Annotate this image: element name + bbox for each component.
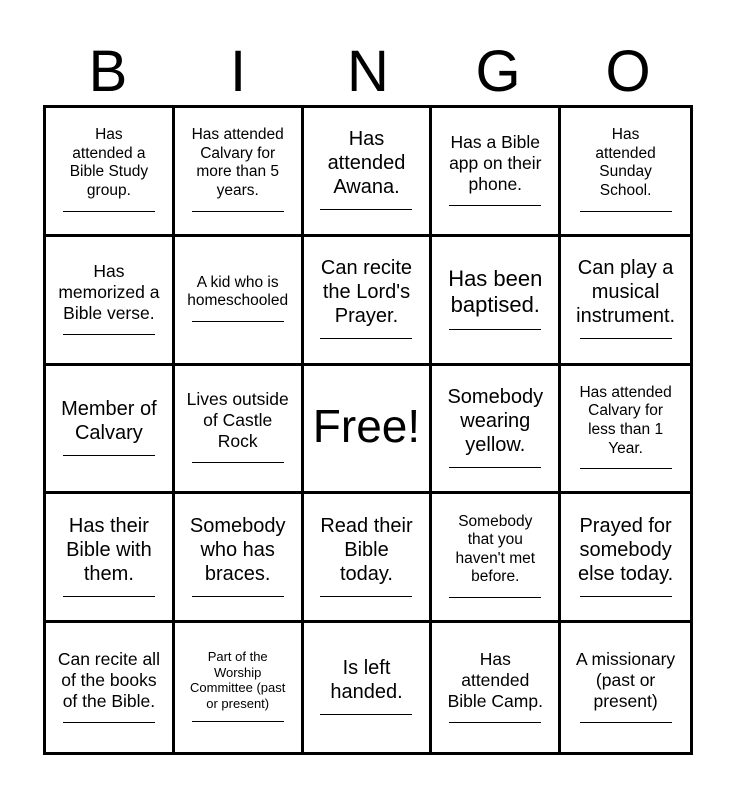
bingo-cell-r4-c2[interactable] [175,494,304,623]
header-letter-o: O [605,39,651,104]
bingo-cell-r3-c1[interactable] [46,366,175,495]
bingo-cell-r5-c5[interactable] [561,623,690,752]
signature-line [449,205,541,206]
bingo-board [43,105,693,755]
signature-line [449,329,541,330]
cell-text: Is left handed. [330,657,403,704]
bingo-cell-r3-c2[interactable] [175,366,304,495]
cell-text: Lives outside of Castle Rock [186,389,289,452]
cell-text: Somebody that you haven't met before. [455,512,536,586]
cell-text: Read their Bible today. [320,514,413,585]
cell-text: Has attended Bible Camp. [447,648,543,711]
cell-text: Part of the Worship Committee (past or present) [190,648,286,711]
signature-line [580,211,672,212]
bingo-cell-r1-c4[interactable] [432,108,561,237]
signature-line [449,722,541,723]
bingo-cell-r2-c3[interactable] [304,237,433,366]
cell-text: Has attended Calvary for more than 5 years. [191,126,284,199]
signature-line [192,462,284,463]
signature-line [320,596,412,597]
bingo-cell-r2-c4[interactable] [432,237,561,366]
free-space-label: Free! [312,400,421,453]
cell-text: Somebody wearing yellow. [447,385,544,456]
cell-text: Has attended Sunday School. [595,126,656,199]
signature-line [63,455,155,456]
cell-text: Has attended Awana. [327,128,406,199]
signature-line [192,596,284,597]
signature-line [320,209,412,210]
free-space[interactable] [304,366,433,495]
bingo-cell-r4-c1[interactable] [46,494,175,623]
bingo-cell-r2-c1[interactable] [46,237,175,366]
bingo-cell-r1-c2[interactable] [175,108,304,237]
signature-line [192,721,284,722]
bingo-cell-r4-c4[interactable] [432,494,561,623]
bingo-cell-r5-c1[interactable] [46,623,175,752]
cell-text: Has memorized a Bible verse. [58,260,160,323]
cell-text: Can recite all of the books of the Bible. [57,648,160,711]
cell-text: Member of Calvary [61,397,157,444]
signature-line [580,338,672,339]
header-letter-n: N [347,39,389,104]
bingo-cell-r3-c4[interactable] [432,366,561,495]
cell-text: Has been baptised. [448,265,543,318]
bingo-cell-r5-c2[interactable] [175,623,304,752]
bingo-cell-r2-c5[interactable] [561,237,690,366]
cell-text: Can play a musical instrument. [576,257,676,328]
cell-text: Somebody who has braces. [189,514,286,585]
header-letter-b: B [88,39,128,104]
signature-line [320,338,412,339]
cell-text: Has their Bible with them. [66,514,152,585]
bingo-cell-r1-c5[interactable] [561,108,690,237]
cell-text: A kid who is homeschooled [187,273,289,310]
cell-text: Prayed for somebody else today. [577,514,674,585]
header-letter-g: G [475,39,521,104]
signature-line [192,321,284,322]
cell-text: Can recite the Lord's Prayer. [320,257,413,328]
bingo-cell-r4-c3[interactable] [304,494,433,623]
signature-line [63,722,155,723]
bingo-cell-r5-c3[interactable] [304,623,433,752]
bingo-cell-r1-c3[interactable] [304,108,433,237]
cell-text: A missionary (past or present) [575,648,676,711]
signature-line [320,714,412,715]
header-letter-i: I [229,39,247,104]
bingo-cell-r1-c1[interactable] [46,108,175,237]
signature-line [449,467,541,468]
bingo-cell-r3-c5[interactable] [561,366,690,495]
bingo-cell-r4-c5[interactable] [561,494,690,623]
signature-line [449,597,541,598]
signature-line [63,211,155,212]
signature-line [580,596,672,597]
signature-line [192,211,284,212]
bingo-header [43,40,693,104]
signature-line [63,334,155,335]
signature-line [63,596,155,597]
signature-line [580,722,672,723]
bingo-cell-r5-c4[interactable] [432,623,561,752]
cell-text: Has attended a Bible Study group. [69,126,149,199]
signature-line [580,468,672,469]
bingo-cell-r2-c2[interactable] [175,237,304,366]
cell-text: Has a Bible app on their phone. [449,131,542,194]
cell-text: Has attended Calvary for less than 1 Year. [579,383,672,457]
